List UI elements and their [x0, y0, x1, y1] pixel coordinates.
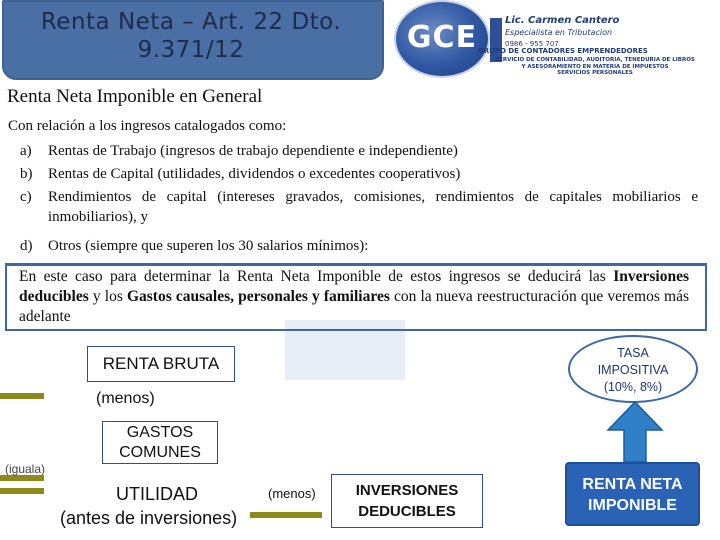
logo-role: Especialista en Tributacion — [505, 28, 613, 37]
list-item-text: Rendimientos de capital (intereses gravados, comisiones, rendimientos de capitales mobiliarios e inmobiliarios), y — [48, 189, 698, 225]
callout-bold-gastos: Gastos causales, personales y familiares — [126, 288, 390, 305]
renta-neta-line-1: RENTA NETA — [582, 476, 683, 493]
inversiones-deducibles-box — [331, 474, 483, 528]
list-item-text: Rentas de Trabajo (ingresos de trabajo dependiente e independiente) — [48, 143, 458, 159]
logo-services-line-2: Y ASESORAMIENTO EN MATERIA DE IMPUESTOS — [521, 63, 669, 70]
logo-name: Lic. Carmen Cantero — [505, 15, 620, 26]
list-item-letter: c) — [20, 189, 32, 205]
renta-neta-line-2: IMPONIBLE — [588, 497, 677, 514]
gastos-line-1: GASTOS — [126, 424, 194, 441]
intro-text: Con relación a los ingresos catalogados como: — [8, 118, 287, 134]
renta-bruta-box — [87, 346, 235, 382]
up-arrow-icon — [600, 400, 670, 464]
callout-part-1: En este caso para determinar la Renta Neta Imponible de estos ingresos se deducirá las — [19, 268, 614, 285]
menos-label: (menos) — [268, 486, 316, 501]
callout-bold-inversiones: Inversiones deducibles — [19, 268, 689, 305]
list-item-text: Rentas de Capital (utilidades, dividendos o excedentes cooperativos) — [48, 166, 461, 182]
antes-label: (antes de inversiones) — [60, 508, 238, 528]
section-heading: Renta Neta Imponible en General — [7, 86, 263, 107]
callout-part-3: con la nueva reestructuración que veremos más adelante — [19, 288, 689, 325]
tasa-line-2: IMPOSITIVA — [597, 363, 669, 377]
list-item-text: Otros (siempre que superen los 30 salarios mínimos): — [48, 238, 369, 254]
logo-letters: GCE — [406, 20, 478, 55]
renta-bruta-label: RENTA BRUTA — [102, 354, 220, 373]
callout-text — [19, 267, 689, 327]
logo-services — [470, 57, 720, 77]
page-title-line-2: 9.371/12 — [137, 37, 245, 63]
page-title-line-1: Renta Neta – Art. 22 Dto. — [40, 9, 342, 35]
inversiones-line-2: DEDUCIBLES — [358, 503, 456, 520]
iguala-label: (iguala) — [5, 462, 46, 476]
page-title — [0, 8, 382, 64]
gastos-line-2: COMUNES — [119, 444, 201, 461]
decorative-bar — [0, 488, 44, 494]
menos-label: (menos) — [96, 390, 155, 407]
list-item-letter: d) — [20, 238, 33, 254]
logo-services-line-3: SERVICIOS PERSONALES — [557, 70, 633, 76]
utilidad-label: UTILIDAD — [116, 484, 199, 504]
tasa-impositiva-text — [568, 345, 698, 396]
list-item-letter: b) — [20, 166, 33, 182]
logo-services-line-1: SERVICIO DE CONTABILIDAD, AUDITORIA, TENEDURIA DE LIBROS — [495, 57, 695, 63]
decorative-bar — [0, 393, 44, 399]
tasa-line-3: (10%, 8%) — [603, 380, 663, 394]
renta-neta-imponible-text — [565, 474, 700, 516]
callout-part-2: y los — [88, 288, 127, 305]
logo-phone: 0986 - 955 707 — [505, 40, 559, 48]
gastos-comunes-box — [102, 421, 218, 464]
logo-group: GRUPO DE CONTADORES EMPRENDEDORES — [478, 47, 648, 55]
logo-divider — [490, 18, 502, 62]
list-item-letter: a) — [20, 143, 32, 159]
tasa-line-1: TASA — [617, 346, 649, 360]
inversiones-line-1: INVERSIONES — [355, 482, 459, 499]
decorative-bar — [250, 512, 322, 518]
